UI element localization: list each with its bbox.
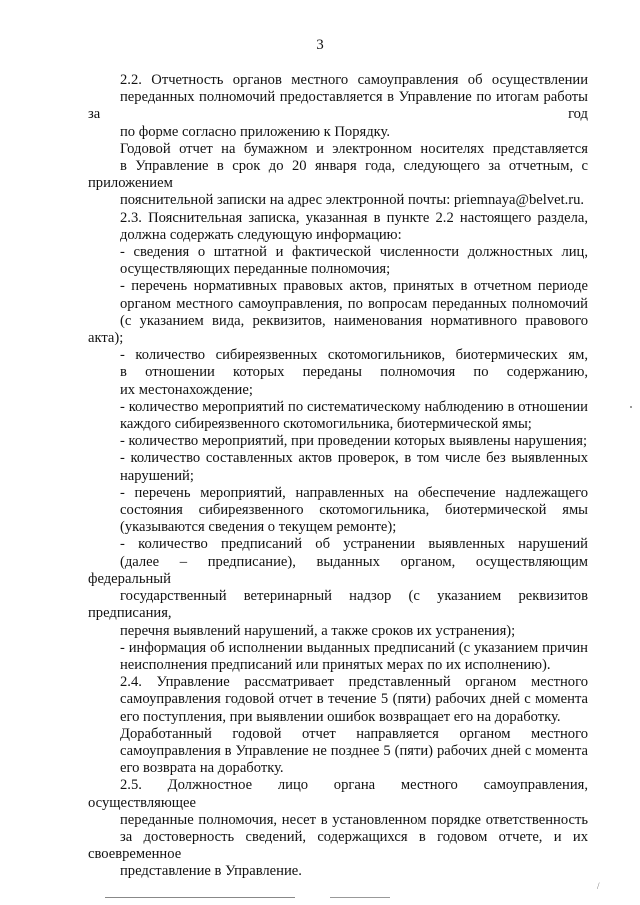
document-paragraph	[88, 210, 588, 244]
paragraph-line: - сведения о штатной и фактической численности должностных лиц,	[120, 244, 588, 261]
document-paragraph	[88, 777, 588, 880]
paragraph-line: (с указанием вида, реквизитов, наименования нормативного правового акта);	[88, 312, 588, 347]
document-paragraph	[88, 278, 588, 347]
document-paragraph	[88, 72, 588, 141]
paragraph-line: его возврата на доработку.	[120, 760, 284, 777]
paragraph-line: перечня выявлений нарушений, а также сроков их устранения);	[120, 622, 516, 639]
document-paragraph	[88, 141, 588, 210]
footer-rule-secondary	[330, 897, 390, 898]
paragraph-line: - перечень нормативных правовых актов, принятых в отчетном периоде	[120, 278, 588, 295]
paragraph-line: неисполнения предписаний или принятых мерах по их исполнению).	[120, 656, 551, 673]
paragraph-line: 2.5. Должностное лицо органа местного самоуправления, осуществляющее	[88, 777, 588, 811]
paragraph-line: самоуправления в Управление не позднее 5 (пяти) рабочих дней с момента	[120, 742, 588, 759]
paragraph-line: нарушений;	[120, 467, 194, 484]
document-paragraph	[88, 347, 588, 399]
document-paragraph	[88, 726, 588, 778]
paragraph-line: в Управление в срок до 20 января года, следующего за отчетным, с приложением	[88, 158, 588, 192]
paragraph-line: Доработанный годовой отчет направляется органом местного	[120, 725, 588, 742]
paragraph-line: их местонахождение;	[120, 381, 253, 398]
paragraph-line: переданные полномочия, несет в установленном порядке ответственность	[120, 811, 588, 828]
paragraph-line: должна содержать следующую информацию:	[120, 226, 402, 243]
document-paragraph	[88, 433, 588, 450]
paragraph-line: каждого сибиреязвенного скотомогильника, биотермической ямы;	[120, 416, 532, 433]
paragraph-line: органом местного самоуправления, по вопросам переданных полномочий	[120, 295, 588, 312]
document-body	[88, 72, 588, 881]
document-paragraph	[88, 674, 588, 726]
paragraph-line: - количество сибиреязвенных скотомогильников, биотермических ям,	[120, 347, 588, 364]
document-paragraph	[88, 485, 588, 537]
paragraph-line: самоуправления годовой отчет в течение 5 (пяти) рабочих дней с момента	[120, 691, 588, 708]
paragraph-line: Годовой отчет на бумажном и электронном носителях представляется	[120, 140, 588, 157]
paragraph-line: (указываются сведения о текущем ремонте);	[120, 519, 397, 536]
document-paragraph	[88, 244, 588, 278]
document-paragraph	[88, 450, 588, 484]
paragraph-line: за достоверность сведений, содержащихся в годовом отчете, и их своевременное	[88, 828, 588, 863]
document-paragraph	[88, 536, 588, 639]
paragraph-line: - количество предписаний об устранении выявленных нарушений	[120, 536, 588, 553]
paragraph-line: в отношении которых переданы полномочия по содержанию,	[120, 364, 588, 381]
paragraph-line: государственный ветеринарный надзор (с указанием реквизитов предписания,	[88, 588, 588, 622]
paragraph-line: 2.4. Управление рассматривает представленный органом местного	[120, 674, 588, 691]
page-number: 3	[316, 37, 324, 53]
paragraph-line: его поступления, при выявлении ошибок возвращает его на доработку.	[120, 708, 561, 725]
paragraph-line: - перечень мероприятий, направленных на обеспечение надлежащего	[120, 484, 588, 501]
document-paragraph	[88, 399, 588, 433]
scan-artifact-mark: /	[597, 881, 600, 891]
footer-rule	[105, 897, 295, 898]
paragraph-line: 2.3. Пояснительная записка, указанная в пункте 2.2 настоящего раздела,	[120, 209, 588, 226]
paragraph-line: пояснительной записки на адрес электронной почты: priemnaya@belvet.ru.	[120, 192, 585, 209]
paragraph-line: переданных полномочий предоставляется в Управление по итогам работы за год	[88, 89, 588, 123]
paragraph-line: по форме согласно приложению к Порядку.	[120, 123, 391, 140]
paragraph-line: - количество мероприятий по систематическому наблюдению в отношении	[120, 398, 588, 415]
paragraph-line: осуществляющих переданные полномочия;	[120, 261, 391, 278]
paragraph-line: состояния сибиреязвенного скотомогильника, биотермической ямы	[120, 502, 588, 519]
paragraph-line: - количество мероприятий, при проведении которых выявлены нарушения;	[120, 433, 587, 450]
paragraph-line: - информация об исполнении выданных предписаний (с указанием причин	[120, 639, 588, 656]
document-paragraph	[88, 640, 588, 674]
scan-artifact-dot	[630, 406, 632, 408]
paragraph-line: - количество составленных актов проверок, в том числе без выявленных	[120, 450, 588, 467]
paragraph-line: представление в Управление.	[120, 863, 302, 880]
paragraph-line: (далее – предписание), выданных органом, осуществляющим федеральный	[88, 553, 588, 587]
paragraph-line: 2.2. Отчетность органов местного самоуправления об осуществлении	[120, 72, 588, 88]
